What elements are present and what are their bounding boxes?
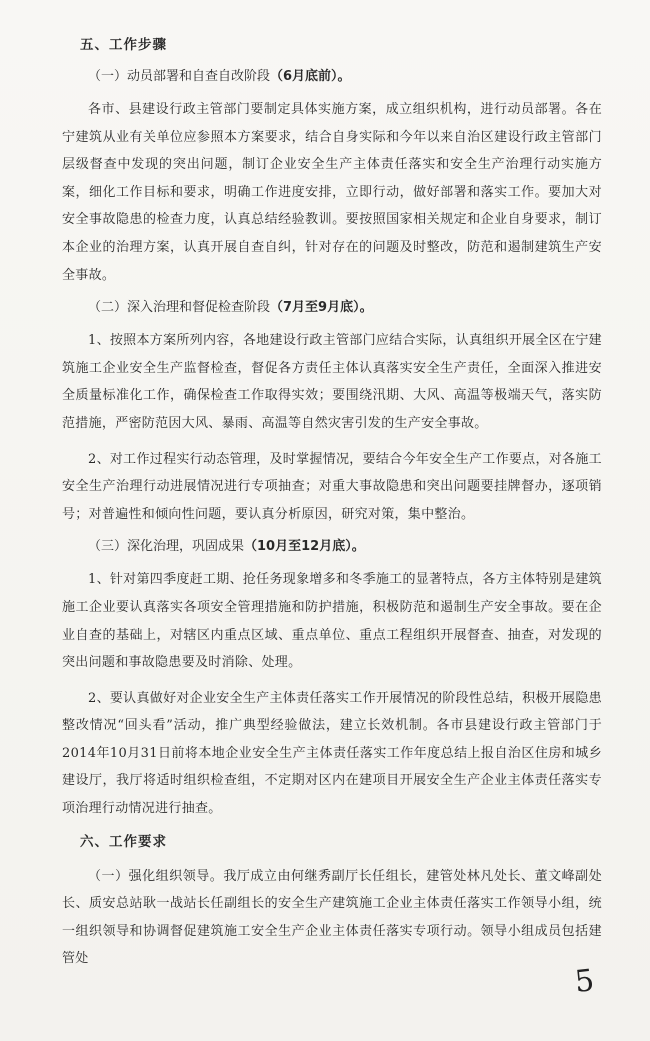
phase-1-title (62, 66, 602, 88)
section-6-item-1: （一）强化组织领导。我厅成立由何继秀副厅长任组长，建管处林凡处长、董文峰副处长、质安总站耿一战站长任副组长的安全生产建筑施工企业主体责任落实工作领导小组，统一组织领导和协调督促建筑施工安全生产企业主体责任落实专项行动。领导小组成员包括建管处 (62, 868, 602, 967)
phase-3-item-1: 1、针对第四季度赶工期、抢任务现象增多和冬季施工的显著特点，各方主体特别是建筑施工企业要认真落实各项安全管理措施和防护措施，积极防范和遏制生产安全事故。要在企业自查的基础上，对辖区内重点区域、重点单位、重点工程组织开展督查、抽查，对发现的突出问题和事故隐患要及时消除、处理。 (62, 572, 602, 671)
phase-3-item-2: 2、要认真做好对企业安全生产主体责任落实工作开展情况的阶段性总结，积极开展隐患整改情况“回头看”活动，推广典型经验做法，建立长效机制。各市县建设行政主管部门于2014年10月31日前将本地企业安全生产主体责任落实工作年度总结上报自治区住房和城乡建设厅，我厅将适时组织检查组，不定期对区内在建项目开展安全生产企业主体责任落实专项治理行动情况进行抽查。 (62, 690, 602, 817)
phase-3-date: （10月至12月底）。 (244, 539, 365, 555)
section-6-heading: 六、工作要求 (80, 833, 167, 850)
phase-1-date: （6月底前）。 (270, 69, 351, 84)
section-5-heading: 五、工作步骤 (80, 37, 167, 53)
phase-2-title-text: （二）深入治理和督促检查阶段 (88, 300, 271, 316)
phase-2-title (62, 297, 602, 319)
phase-1-title-text: （一）动员部署和自查自改阶段 (88, 69, 271, 84)
page-number-mark: 5 (573, 963, 596, 1000)
phase-2-item-2: 2、对工作过程实行动态管理，及时掌握情况，要结合今年安全生产工作要点，对各施工安全生产治理行动进展情况进行专项抽查；对重大事故隐患和突出问题要挂牌督办，逐项销号；对普遍性和倾向性问题，要认真分析原因，研究对策，集中整治。 (62, 451, 602, 522)
phase-3-title-text: （三）深化治理，巩固成果 (88, 539, 245, 555)
phase-1-body: 各市、县建设行政主管部门要制定具体实施方案，成立组织机构，进行动员部署。各在宁建筑从业有关单位应参照本方案要求，结合自身实际和今年以来自治区建设行政主管部门层级督查中发现的突出问题，制订企业安全生产主体责任落实和安全生产治理行动实施方案，细化工作目标和要求，明确工作进度安排，立即行动，做好部署和落实工作。要加大对安全事故隐患的检查力度，认真总结经验教训。要按照国家相关规定和企业自身要求，制订本企业的治理方案，认真开展自查自纠，针对存在的问题及时整改，防范和遏制建筑生产安全事故。 (62, 102, 602, 283)
phase-2-item-1: 1、按照本方案所列内容，各地建设行政主管部门应结合实际，认真组织开展全区在宁建筑施工企业安全生产监督检查，督促各方责任主体认真落实安全生产责任，全面深入推进安全质量标准化工作，确保检查工作取得实效；要围绕汛期、大风、高温等极端天气，落实防范措施，严密防范因大风、暴雨、高温等自然灾害引发的生产安全事故。 (62, 333, 602, 431)
phase-2-date: （7月至9月底）。 (270, 300, 373, 316)
phase-3-title (62, 536, 602, 558)
